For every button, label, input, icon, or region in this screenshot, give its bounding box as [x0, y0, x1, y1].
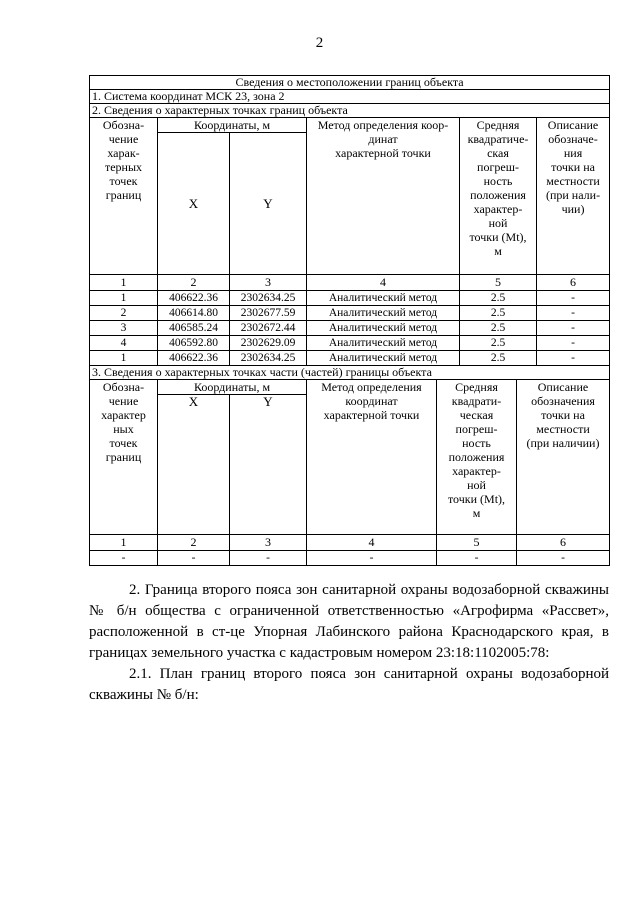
header-method: Метод определения координат характерной точки [307, 380, 437, 535]
table-row: 2 406614.80 2302677.59 Аналитический метод 2.5 - [90, 306, 610, 321]
section-part-points: 3. Сведения о характерных точках части (частей) границы объекта [90, 366, 610, 380]
table-row: 1 406622.36 2302634.25 Аналитический метод 2.5 - [90, 291, 610, 306]
boundary-parts-table [89, 365, 609, 566]
header-point-designation: Обозна- чение харак- терных точек границ [90, 118, 158, 275]
column-numbers: 1 2 3 4 5 6 [90, 275, 610, 291]
table-row: 1 406622.36 2302634.25 Аналитический метод 2.5 - [90, 351, 610, 366]
header-description: Описание обозначе- ния точки на местности (при нали- чии) [537, 118, 610, 275]
table-row: 3 406585.24 2302672.44 Аналитический метод 2.5 - [90, 321, 610, 336]
table-title: Сведения о местоположении границ объекта [90, 76, 610, 90]
header-point-designation: Обозна- чение характер ных точек границ [90, 380, 158, 535]
table-row: - - - - - - [90, 551, 610, 566]
header-coordinates: Координаты, м [158, 380, 307, 395]
header-y: Y [230, 395, 307, 535]
header-method: Метод определения коор- динат характерной точки [307, 118, 460, 275]
header-error: Средняя квадратиче- ская погреш- ность положения характер- ной точки (Mt), м [460, 118, 537, 275]
table-row: 4 406592.80 2302629.09 Аналитический метод 2.5 - [90, 336, 610, 351]
paragraph-plan: 2.1. План границ второго пояса зон санитарной охраны водозаборной скважины № б/н: [89, 666, 609, 703]
section-coordinate-system: 1. Система координат МСК 23, зона 2 [90, 90, 610, 104]
header-y: Y [230, 133, 307, 275]
header-description: Описание обозначения точки на местности (при наличии) [517, 380, 610, 535]
paragraph-boundary: 2. Граница второго пояса зон санитарной охраны водозаборной скважины № б/н общества с ограниченной ответственностью «Агрофирма «Рассвет», расположенной в ст-це Упорная Лабинского района Краснодарского края, в границах земельного участка с кадастровым номером 23:18:1102005:78: [89, 582, 609, 661]
boundary-table [89, 75, 609, 366]
header-error: Средняя квадрати- ческая погреш- ность положения характер- ной точки (Mt), м [437, 380, 517, 535]
header-x: X [158, 133, 230, 275]
section-boundary-points: 2. Сведения о характерных точках границ объекта [90, 104, 610, 118]
header-coordinates: Координаты, м [158, 118, 307, 133]
column-numbers: 1 2 3 4 5 6 [90, 535, 610, 551]
page-number: 2 [315, 35, 324, 51]
header-x: X [158, 395, 230, 535]
